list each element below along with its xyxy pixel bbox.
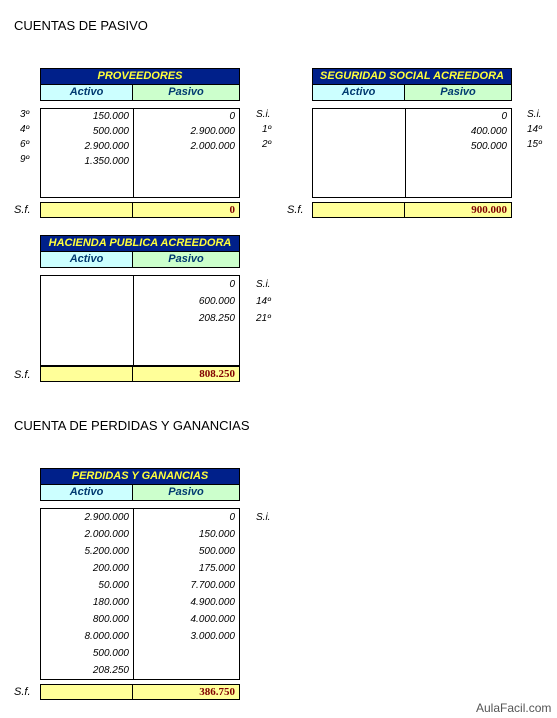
saldo-final-value: 0 (133, 202, 240, 218)
account-proveedores (40, 68, 240, 198)
account-perdidas-ganancias (40, 468, 240, 680)
pasivo-cell: 0 (229, 111, 235, 122)
pasivo-cell: 600.000 (198, 296, 235, 307)
table-row (41, 560, 239, 577)
pasivo-header: Pasivo (133, 485, 240, 501)
table-row (41, 543, 239, 560)
account-title: PROVEEDORES (40, 68, 240, 85)
pasivo-cell: 2.900.000 (190, 126, 235, 137)
activo-cell: 200.000 (92, 563, 129, 574)
pasivo-cell: 7.700.000 (190, 580, 235, 591)
pasivo-cell: 4.000.000 (190, 614, 235, 625)
table-row (313, 124, 511, 139)
table-row (41, 293, 239, 310)
activo-cell: 5.200.000 (84, 546, 129, 557)
pasivo-cell: 150.000 (198, 529, 235, 540)
row-label: 9º (20, 154, 30, 165)
table-row (41, 109, 239, 124)
pasivo-cell: 500.000 (470, 141, 507, 152)
table-row (41, 594, 239, 611)
account-hacienda-publica (40, 235, 240, 366)
table-row (41, 509, 239, 526)
account-title: PERDIDAS Y GANANCIAS (40, 468, 240, 485)
activo-cell (313, 139, 405, 154)
account-body (40, 108, 240, 198)
activo-cell: 50.000 (98, 580, 129, 591)
activo-header: Activo (312, 85, 405, 101)
activo-cell (41, 310, 133, 327)
footer-logo: AulaFacil.com (476, 701, 552, 715)
pasivo-cell: 208.250 (198, 313, 235, 324)
pasivo-header: Pasivo (133, 85, 240, 101)
saldo-final-value: 808.250 (133, 366, 240, 382)
pasivo-cell: 175.000 (198, 563, 235, 574)
table-row (41, 139, 239, 154)
saldo-final-row (40, 366, 240, 382)
row-label: S.i. (256, 512, 271, 523)
row-label: 1º (262, 124, 272, 135)
activo-cell: 208.250 (92, 665, 129, 676)
table-row (41, 645, 239, 662)
table-row (41, 310, 239, 327)
pasivo-cell: 0 (229, 512, 235, 523)
account-title: HACIENDA PUBLICA ACREEDORA (40, 235, 240, 252)
activo-cell (313, 109, 405, 124)
activo-header: Activo (40, 252, 133, 268)
table-row (41, 526, 239, 543)
saldo-final-row (40, 202, 240, 218)
sf-label: S.f. (14, 369, 31, 381)
account-title: SEGURIDAD SOCIAL ACREEDORA (312, 68, 512, 85)
activo-cell: 180.000 (92, 597, 129, 608)
activo-cell: 800.000 (92, 614, 129, 625)
activo-cell (41, 293, 133, 310)
table-row (41, 154, 239, 169)
account-seguridad-social (312, 68, 512, 198)
table-row (313, 139, 511, 154)
activo-cell: 2.900.000 (84, 141, 129, 152)
row-label: 14º (527, 124, 542, 135)
activo-cell: 2.900.000 (84, 512, 129, 523)
pasivo-cell: 500.000 (198, 546, 235, 557)
account-body (312, 108, 512, 198)
row-label: S.i. (256, 279, 271, 290)
sf-label: S.f. (14, 204, 31, 216)
activo-cell (313, 124, 405, 139)
table-row (41, 611, 239, 628)
row-label: 3º (20, 109, 30, 120)
row-label: S.i. (256, 109, 271, 120)
pasivo-cell: 400.000 (470, 126, 507, 137)
saldo-final-row (312, 202, 512, 218)
saldo-final-value: 386.750 (133, 684, 240, 700)
row-label: 4º (20, 124, 30, 135)
table-row (41, 628, 239, 645)
activo-cell: 500.000 (92, 648, 129, 659)
pasivo-cell: 0 (229, 279, 235, 290)
pasivo-cell (133, 154, 239, 169)
activo-cell: 2.000.000 (84, 529, 129, 540)
pasivo-cell: 4.900.000 (190, 597, 235, 608)
activo-header: Activo (40, 485, 133, 501)
saldo-final-value: 900.000 (405, 202, 512, 218)
row-label: 2º (262, 139, 272, 150)
table-row (41, 276, 239, 293)
activo-cell: 1.350.000 (84, 156, 129, 167)
activo-cell (41, 276, 133, 293)
activo-header: Activo (40, 85, 133, 101)
pasivo-header: Pasivo (133, 252, 240, 268)
table-row (41, 124, 239, 139)
pasivo-cell (133, 645, 239, 662)
table-row (41, 577, 239, 594)
sf-label: S.f. (287, 204, 304, 216)
row-label: 14º (256, 296, 271, 307)
activo-cell: 500.000 (92, 126, 129, 137)
row-label: 15º (527, 139, 542, 150)
pasivo-cell (133, 662, 239, 679)
pasivo-cell: 2.000.000 (190, 141, 235, 152)
account-body (40, 275, 240, 366)
section-title-pyg: CUENTA DE PERDIDAS Y GANANCIAS (14, 418, 250, 433)
table-row (313, 109, 511, 124)
activo-cell: 8.000.000 (84, 631, 129, 642)
account-body (40, 508, 240, 680)
pasivo-cell: 0 (501, 111, 507, 122)
sf-label: S.f. (14, 686, 31, 698)
row-label: 6º (20, 139, 30, 150)
row-label: 21º (256, 313, 271, 324)
saldo-final-row (40, 684, 240, 700)
table-row (41, 662, 239, 679)
activo-cell: 150.000 (92, 111, 129, 122)
row-label: S.i. (527, 109, 542, 120)
pasivo-cell: 3.000.000 (190, 631, 235, 642)
section-title-pasivo: CUENTAS DE PASIVO (14, 18, 148, 33)
pasivo-header: Pasivo (405, 85, 512, 101)
